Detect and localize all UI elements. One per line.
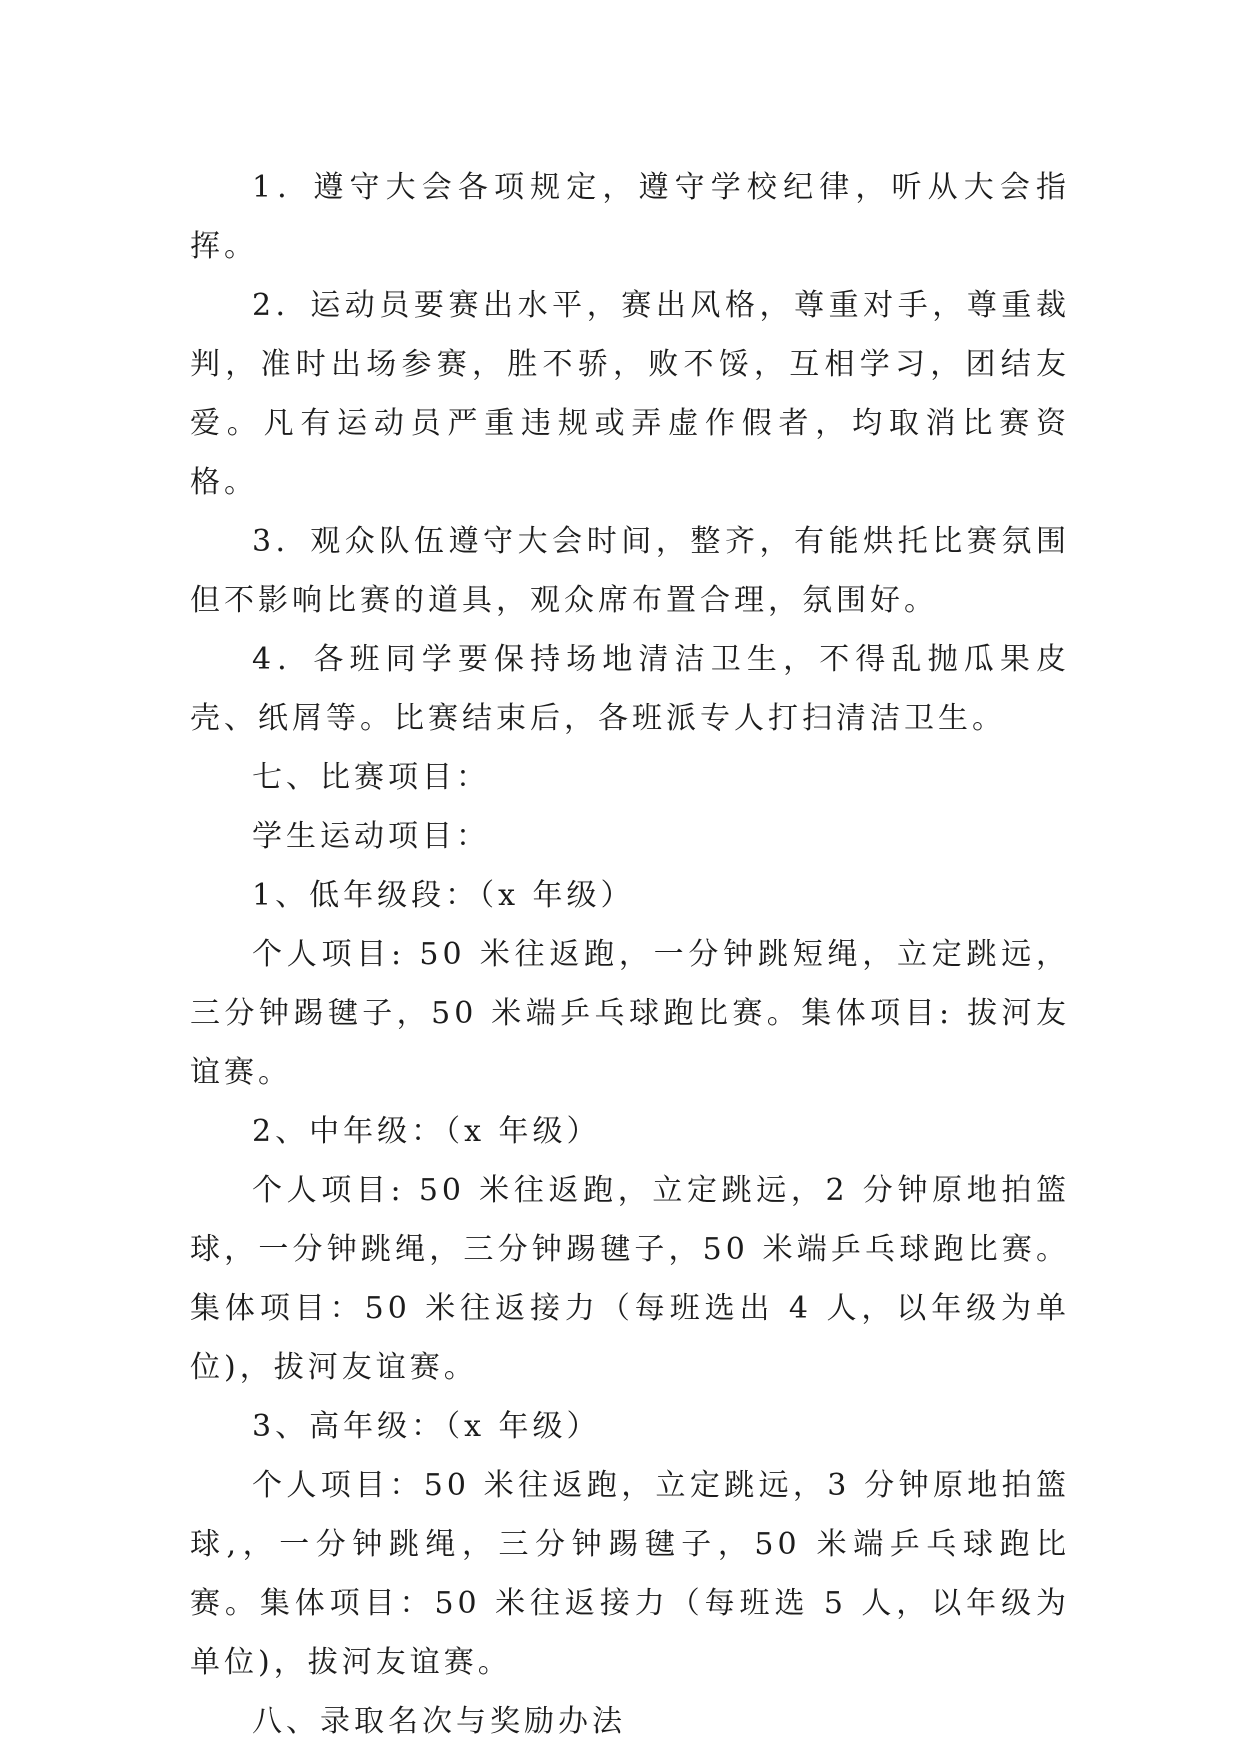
lower-grade-events: 个人项目: 50 米往返跑，一分钟跳短绳，立定跳远，三分钟踢毽子，50 米端乒乓球跑比赛。集体项目: 拔河友谊赛。: [190, 937, 1070, 1090]
rule-4-paragraph: 4．各班同学要保持场地清洁卫生，不得乱抛瓜果皮壳、纸屑等。比赛结束后，各班派专人打扫清洁卫生。: [190, 642, 1070, 736]
section-7-heading: 七、比赛项目：: [252, 760, 490, 795]
lower-grade-heading: 1、低年级段：（x 年级）: [252, 878, 635, 913]
middle-grade-events: 个人项目: 50 米往返跑，立定跳远，2 分钟原地拍篮球，一分钟跳绳，三分钟踢毽子，50 米端乒乓球跑比赛。集体项目：50 米往返接力（每班选出 4 人，以年级为单位)，拔河友谊赛。: [190, 1173, 1070, 1385]
student-events-heading: 学生运动项目：: [252, 819, 490, 854]
section-8-heading: 八、录取名次与奖励办法: [252, 1704, 626, 1739]
upper-grade-heading: 3、高年级：（x 年级）: [252, 1409, 601, 1444]
rule-3-paragraph: 3．观众队伍遵守大会时间，整齐，有能烘托比赛氛围但不影响比赛的道具，观众席布置合理，氛围好。: [190, 524, 1070, 618]
document-body: [190, 158, 1070, 1751]
middle-grade-heading: 2、中年级：（x 年级）: [252, 1114, 601, 1149]
upper-grade-events: 个人项目：50 米往返跑，立定跳远，3 分钟原地拍篮球,，一分钟跳绳，三分钟踢毽子，50 米端乒乓球跑比赛。集体项目：50 米往返接力（每班选 5 人，以年级为单位)，拔河友谊赛。: [190, 1468, 1070, 1680]
rule-2-paragraph: 2．运动员要赛出水平，赛出风格，尊重对手，尊重裁判，准时出场参赛，胜不骄，败不馁，互相学习，团结友爱。凡有运动员严重违规或弄虚作假者，均取消比赛资格。: [190, 288, 1070, 500]
rule-1-paragraph: 1．遵守大会各项规定，遵守学校纪律，听从大会指挥。: [190, 170, 1070, 264]
